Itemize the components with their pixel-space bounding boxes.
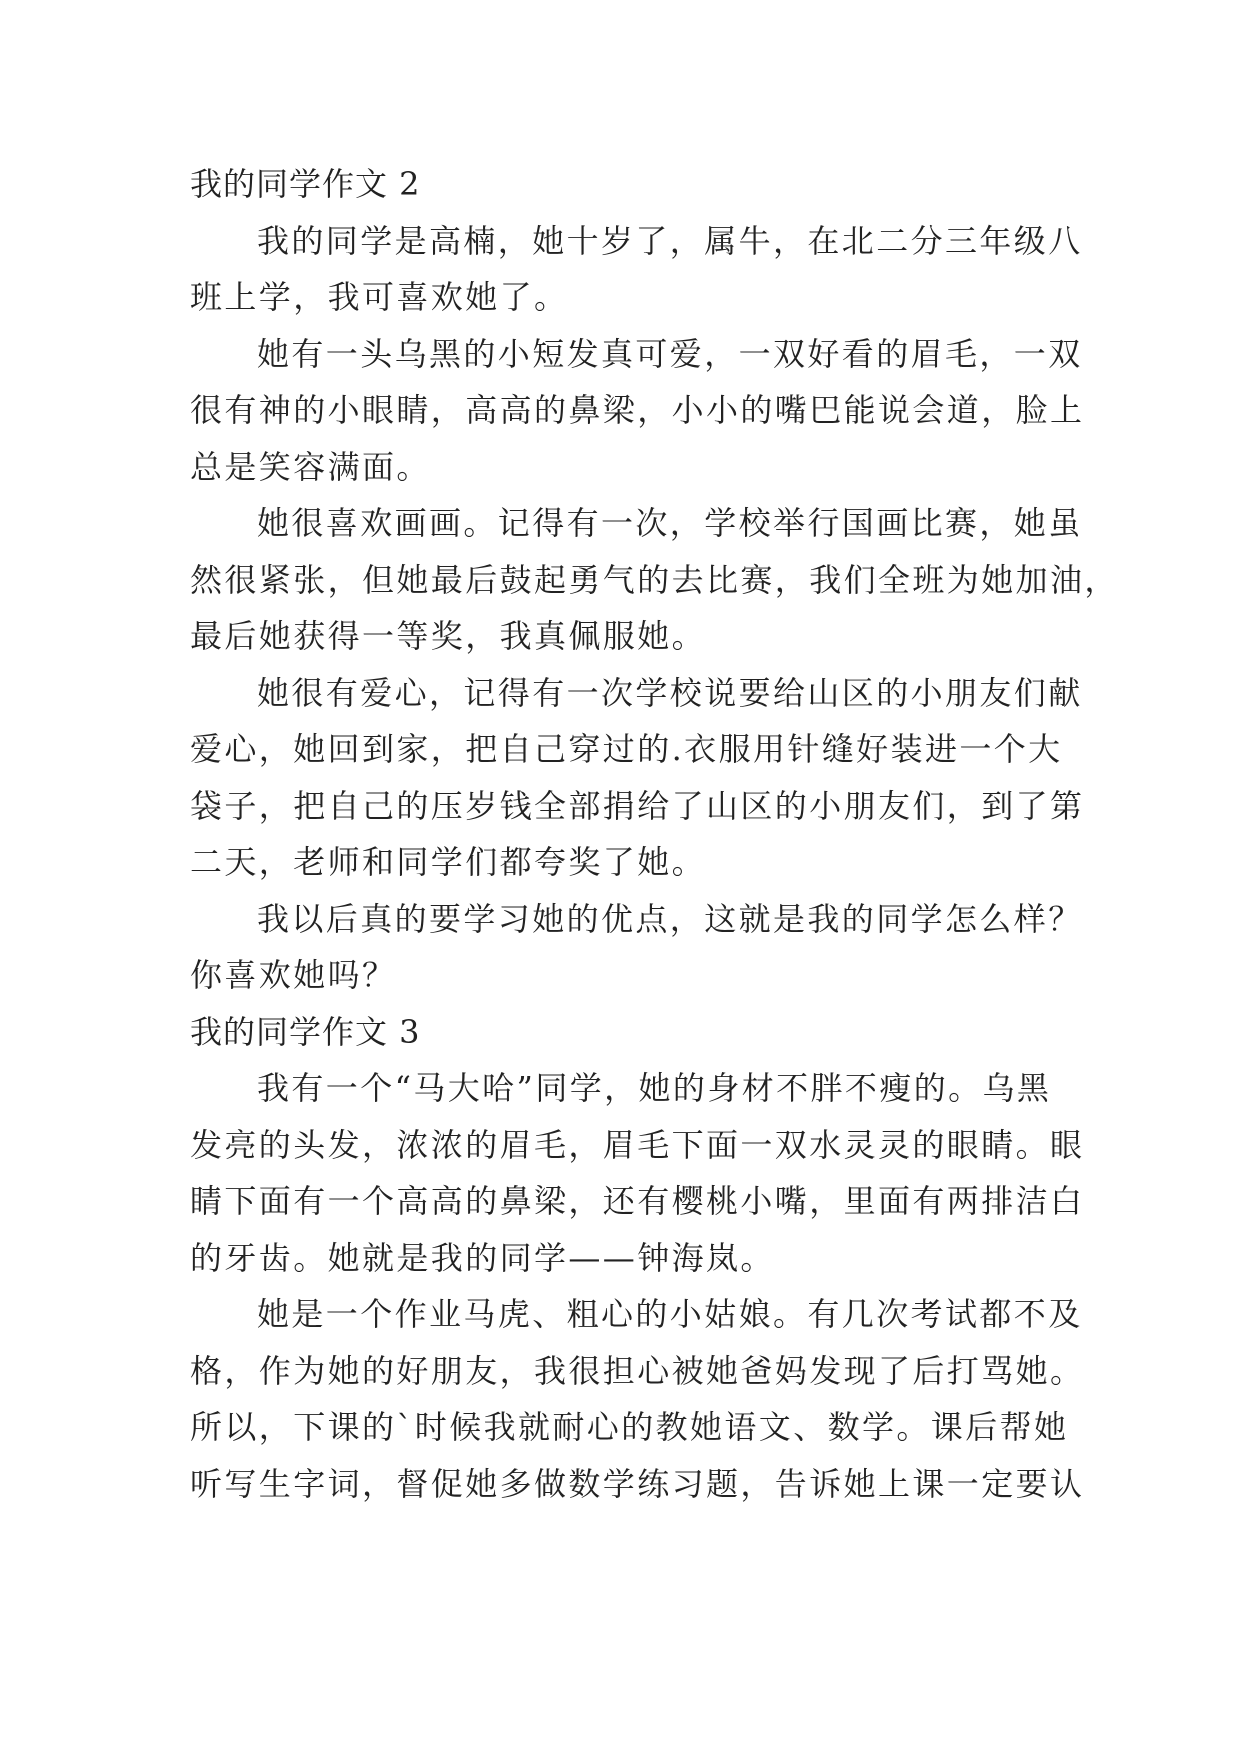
- text-line: 她有一头乌黑的小短发真可爱，一双好看的眉毛，一双: [257, 334, 1083, 373]
- text-line: 爱心，她回到家，把自己穿过的.衣服用针缝好装进一个大: [190, 730, 1063, 768]
- text-line: 袋子，把自己的压岁钱全部捐给了山区的小朋友们，到了第: [190, 786, 1085, 825]
- text-line: 最后她获得一等奖，我真佩服她。: [190, 617, 707, 655]
- paragraph: [190, 495, 1119, 665]
- text-line: 听写生字词，督促她多做数学练习题，告诉她上课一定要认: [190, 1464, 1085, 1503]
- paragraph: [190, 891, 1083, 1004]
- section-heading: 我的同学作文 3: [190, 1012, 421, 1051]
- text-line: 她很喜欢画画。记得有一次，学校举行国画比赛，她虽: [257, 504, 1083, 542]
- text-line: 很有神的小眼睛，高高的鼻梁，小小的嘴巴能说会道，脸上: [190, 391, 1085, 429]
- paragraph: [190, 1286, 1085, 1512]
- section-heading: 我的同学作文 2: [190, 165, 421, 203]
- text-line: 二天，老师和同学们都夸奖了她。: [190, 843, 707, 881]
- text-line: 总是笑容满面。: [190, 447, 431, 486]
- paragraph: [190, 665, 1085, 891]
- text-line: 她是一个作业马虎、粗心的小姑娘。有几次考试都不及: [257, 1295, 1083, 1333]
- text-line: 我以后真的要学习她的优点，这就是我的同学怎么样？: [257, 899, 1083, 938]
- text-line: 我有一个“马大哈”同学，她的身材不胖不瘦的。乌黑: [257, 1069, 1052, 1107]
- essay-text: [190, 156, 1119, 1512]
- paragraph: [190, 326, 1085, 496]
- paragraph: [190, 213, 1083, 326]
- text-line: 所以，下课的`时候我就耐心的教她语文、数学。课后帮她: [190, 1408, 1069, 1446]
- paragraph: [190, 1060, 1085, 1286]
- text-line: 你喜欢她吗？: [190, 956, 397, 994]
- text-line: 班上学，我可喜欢她了。: [190, 278, 569, 316]
- text-line: 我的同学是高楠，她十岁了，属牛，在北二分三年级八: [257, 221, 1083, 260]
- text-line: 发亮的头发，浓浓的眉毛，眉毛下面一双水灵灵的眼睛。眼: [190, 1125, 1085, 1164]
- text-line: 然很紧张，但她最后鼓起勇气的去比赛，我们全班为她加油，: [190, 560, 1119, 599]
- text-line: 她很有爱心，记得有一次学校说要给山区的小朋友们献: [257, 673, 1083, 712]
- text-line: 的牙齿。她就是我的同学——钟海岚。: [190, 1238, 775, 1277]
- text-line: 睛下面有一个高高的鼻梁，还有樱桃小嘴，里面有两排洁白: [190, 1182, 1085, 1220]
- text-line: 格，作为她的好朋友，我很担心被她爸妈发现了后打骂她。: [190, 1351, 1085, 1390]
